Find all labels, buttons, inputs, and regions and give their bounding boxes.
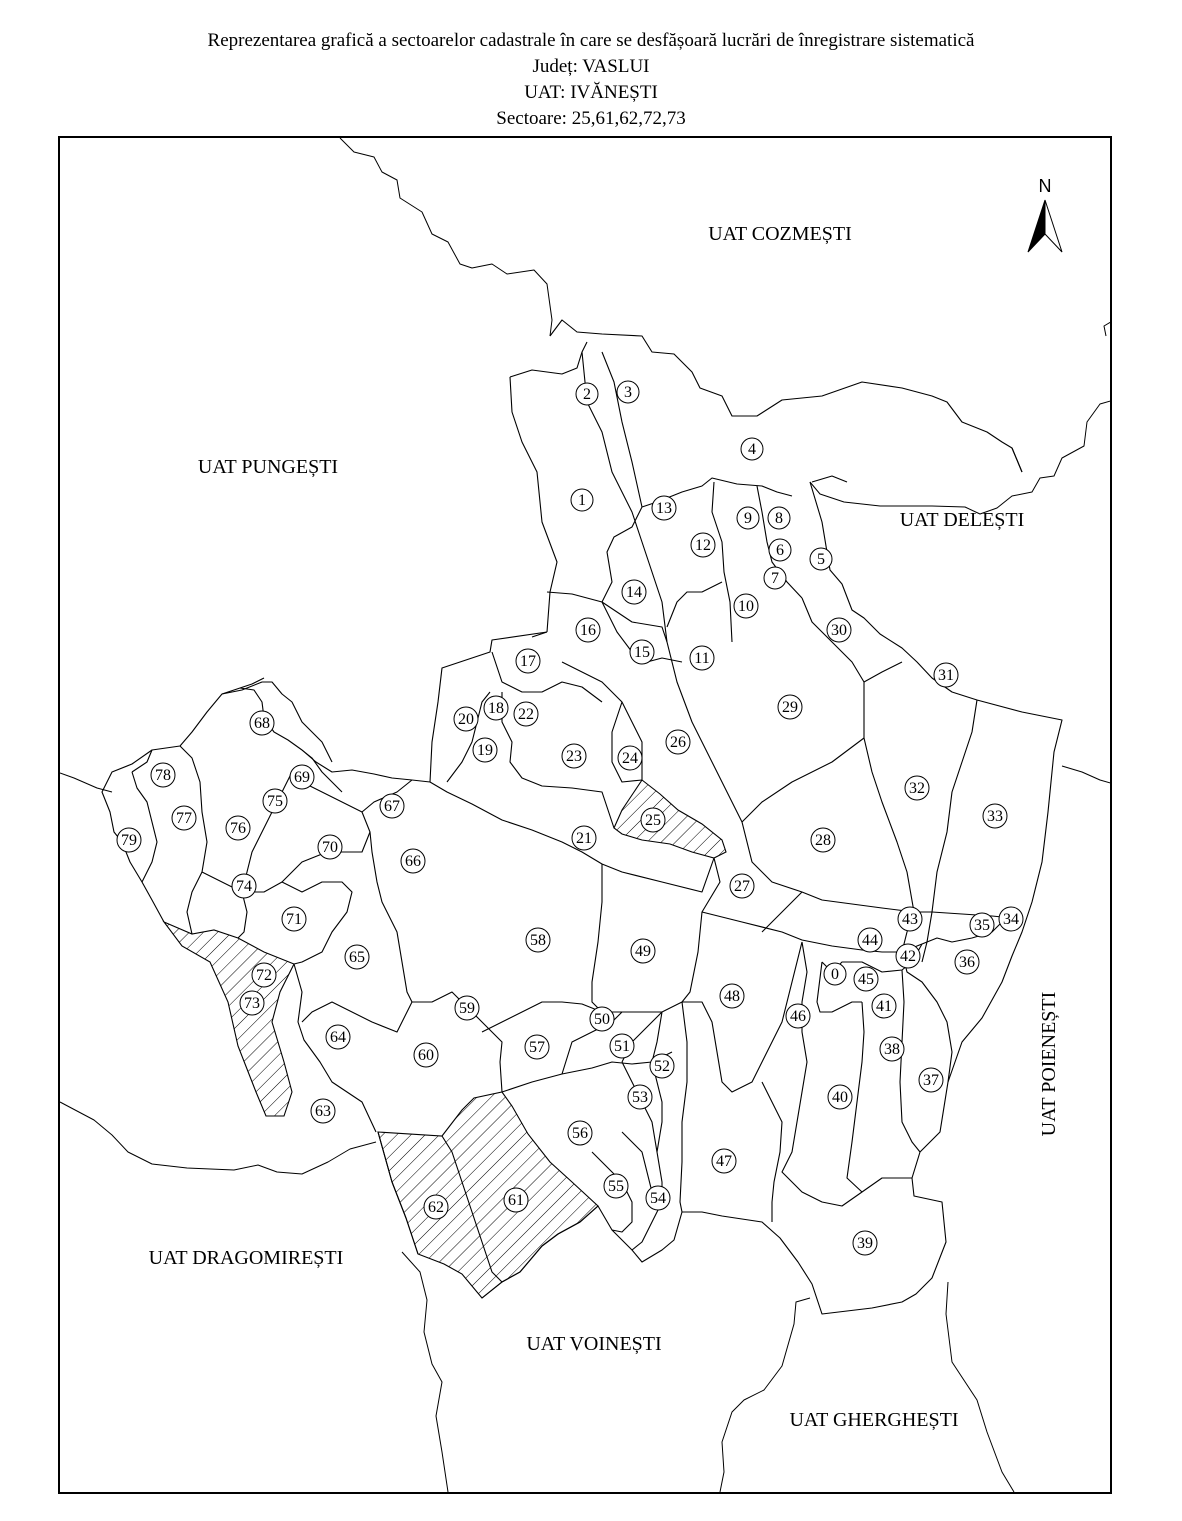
sector-number: 78	[155, 767, 171, 784]
sector-number: 36	[959, 954, 975, 971]
sector-number: 50	[594, 1011, 610, 1028]
sector-label	[618, 746, 642, 770]
sector-label	[628, 1085, 652, 1109]
sector-label	[737, 507, 759, 529]
neighbor-labels	[149, 223, 1060, 1431]
north-arrow	[1028, 176, 1062, 252]
sector-label	[652, 496, 676, 520]
sector-label	[345, 945, 369, 969]
sector-label	[983, 804, 1007, 828]
sector-number: 14	[626, 584, 642, 601]
neighbor-boundaries	[60, 138, 1110, 1492]
sector-label	[414, 1043, 438, 1067]
sector-label	[562, 744, 586, 768]
sector-label	[326, 1025, 350, 1049]
sector-label	[650, 1054, 674, 1078]
sector-label	[934, 663, 958, 687]
sector-number: 38	[884, 1041, 900, 1058]
sector-label	[919, 1068, 943, 1092]
sector-number: 58	[530, 932, 546, 949]
sector-number: 23	[566, 748, 582, 765]
sector-number: 52	[654, 1058, 670, 1075]
sector-number: 0	[831, 966, 839, 983]
sector-number: 71	[286, 911, 302, 928]
sector-label	[454, 707, 478, 731]
sector-number: 16	[580, 622, 596, 639]
sector-label	[576, 618, 600, 642]
cadastral-map	[60, 138, 1110, 1492]
sector-number: 47	[716, 1153, 732, 1170]
sector-number: 20	[458, 711, 474, 728]
sector-number: 12	[695, 537, 711, 554]
sector-number: 76	[230, 820, 246, 837]
sector-label	[999, 907, 1023, 931]
sector-label	[311, 1099, 335, 1123]
neighbor-label-south: UAT VOINEȘTI	[526, 1333, 662, 1355]
sector-number: 32	[909, 780, 925, 797]
sector-label	[401, 849, 425, 873]
sector-number: 8	[775, 510, 783, 527]
sector-number: 26	[670, 734, 686, 751]
sector-number: 73	[244, 995, 260, 1012]
sector-label	[858, 928, 882, 952]
sector-label	[526, 928, 550, 952]
sector-number: 29	[782, 699, 798, 716]
sector-number: 66	[405, 853, 421, 870]
sector-number: 6	[776, 542, 784, 559]
sector-number: 72	[256, 967, 272, 984]
sector-number: 4	[748, 441, 756, 458]
sector-number: 35	[974, 917, 990, 934]
sector-labels	[117, 381, 1023, 1255]
sector-label	[263, 789, 287, 813]
sector-label	[810, 548, 832, 570]
sector-number: 17	[520, 653, 536, 670]
sector-number: 3	[624, 384, 632, 401]
sector-label	[734, 594, 758, 618]
sector-label	[631, 939, 655, 963]
sector-label	[827, 618, 851, 642]
sector-number: 64	[330, 1029, 346, 1046]
sector-number: 49	[635, 943, 651, 960]
sector-number: 13	[656, 500, 672, 517]
neighbor-label-southwest: UAT DRAGOMIREȘTI	[148, 1247, 344, 1269]
sector-number: 62	[428, 1199, 444, 1216]
sector-number: 19	[477, 742, 493, 759]
sector-label	[172, 806, 196, 830]
sector-label	[484, 696, 508, 720]
sector-number: 37	[923, 1072, 939, 1089]
sector-label	[880, 1037, 904, 1061]
map-title-block	[0, 28, 1182, 132]
sector-label	[525, 1035, 549, 1059]
sector-label	[455, 996, 479, 1020]
sector-number: 24	[622, 750, 638, 767]
sector-label	[576, 383, 598, 405]
sector-number: 59	[459, 1000, 475, 1017]
sector-label	[730, 874, 754, 898]
sector-label	[641, 808, 665, 832]
sector-number: 74	[236, 878, 252, 895]
sector-number: 44	[862, 932, 878, 949]
sector-number: 25	[645, 812, 661, 829]
sector-label	[514, 702, 538, 726]
sector-number: 69	[294, 769, 310, 786]
sector-number: 51	[614, 1038, 630, 1055]
sector-label	[691, 533, 715, 557]
sector-label	[630, 640, 654, 664]
sector-number: 45	[858, 971, 874, 988]
sector-number: 63	[315, 1103, 331, 1120]
sector-72-73-area	[164, 922, 294, 1116]
sector-number: 30	[831, 622, 847, 639]
sector-label	[824, 963, 846, 985]
highlighted-sectors	[164, 780, 726, 1298]
sector-label	[504, 1188, 528, 1212]
sector-25-area	[614, 780, 726, 858]
sector-label	[828, 1085, 852, 1109]
sector-number: 70	[322, 839, 338, 856]
sector-number: 22	[518, 706, 534, 723]
sector-number: 41	[876, 998, 892, 1015]
sector-number: 46	[790, 1008, 806, 1025]
sector-number: 55	[608, 1178, 624, 1195]
sector-label	[226, 816, 250, 840]
sector-label	[151, 763, 175, 787]
neighbor-label-east: UAT POIENEȘTI	[1038, 991, 1060, 1137]
sector-number: 48	[724, 988, 740, 1005]
sector-label	[232, 874, 256, 898]
sector-number: 10	[738, 598, 754, 615]
sector-number: 21	[576, 830, 592, 847]
sector-number: 67	[384, 798, 400, 815]
sector-label	[720, 984, 744, 1008]
sector-number: 61	[508, 1192, 524, 1209]
sector-number: 9	[744, 510, 752, 527]
sector-label	[290, 765, 314, 789]
sector-label	[666, 730, 690, 754]
sector-number: 1	[578, 492, 586, 509]
sector-number: 18	[488, 700, 504, 717]
sector-61-62-area	[378, 1092, 598, 1298]
sector-label	[568, 1121, 592, 1145]
neighbor-label-southeast: UAT GHERGHEȘTI	[789, 1409, 959, 1431]
sector-label	[117, 828, 141, 852]
sector-label	[622, 580, 646, 604]
sector-label	[604, 1174, 628, 1198]
county-label: Județ: VASLUI	[532, 56, 650, 77]
sector-number: 43	[902, 911, 918, 928]
north-arrow-label: N	[1038, 176, 1052, 196]
sector-number: 2	[583, 386, 591, 403]
map-title: Reprezentarea grafică a sectoarelor cadastrale în care se desfășoară lucrări de înregistrare sistematică	[207, 30, 975, 51]
sector-label	[786, 1004, 810, 1028]
sector-number: 34	[1003, 911, 1019, 928]
sector-number: 57	[529, 1039, 545, 1056]
sector-label	[252, 963, 276, 987]
sector-label	[741, 438, 763, 460]
sector-label	[617, 381, 639, 403]
sector-number: 27	[734, 878, 750, 895]
sector-number: 11	[694, 650, 710, 667]
sector-number: 68	[254, 715, 270, 732]
sector-label	[590, 1007, 614, 1031]
sector-label	[250, 711, 274, 735]
sector-number: 42	[900, 948, 916, 965]
sector-label	[571, 489, 593, 511]
north-arrow-icon	[1028, 200, 1045, 252]
sector-number: 54	[650, 1190, 666, 1207]
sector-number: 40	[832, 1089, 848, 1106]
sector-label	[778, 695, 802, 719]
sector-number: 60	[418, 1047, 434, 1064]
sector-label	[905, 776, 929, 800]
sector-number: 56	[572, 1125, 588, 1142]
sector-label	[955, 950, 979, 974]
sector-label	[572, 826, 596, 850]
sector-label	[516, 649, 540, 673]
neighbor-label-northwest: UAT PUNGEȘTI	[197, 456, 339, 478]
sector-label	[712, 1149, 736, 1173]
sector-label	[769, 539, 791, 561]
sector-label	[610, 1034, 634, 1058]
sector-number: 39	[857, 1235, 873, 1252]
sector-label	[318, 835, 342, 859]
map-frame	[58, 136, 1112, 1494]
sector-label	[473, 738, 497, 762]
sector-label	[811, 828, 835, 852]
sector-label	[970, 913, 994, 937]
sector-number: 79	[121, 832, 137, 849]
uat-label: UAT: IVĂNEȘTI	[524, 82, 658, 103]
sector-number: 28	[815, 832, 831, 849]
sector-number: 75	[267, 793, 283, 810]
sector-label	[424, 1195, 448, 1219]
sector-number: 77	[176, 810, 192, 827]
sector-label	[690, 646, 714, 670]
sectors-label: Sectoare: 25,61,62,72,73	[496, 108, 686, 129]
sector-label	[898, 907, 922, 931]
neighbor-label-northeast: UAT DELEȘTI	[899, 509, 1025, 531]
sector-number: 65	[349, 949, 365, 966]
sector-number: 31	[938, 667, 954, 684]
sector-number: 33	[987, 808, 1003, 825]
sector-label	[380, 794, 404, 818]
sector-number: 15	[634, 644, 650, 661]
sector-label	[872, 994, 896, 1018]
sector-label	[853, 1231, 877, 1255]
neighbor-label-north: UAT COZMEȘTI	[708, 223, 852, 245]
sector-label	[764, 567, 786, 589]
sector-number: 53	[632, 1089, 648, 1106]
sector-label	[768, 507, 790, 529]
sector-label	[854, 967, 878, 991]
sector-number: 5	[817, 551, 825, 568]
sector-label	[896, 944, 920, 968]
sector-number: 7	[771, 570, 779, 587]
sector-label	[646, 1186, 670, 1210]
sector-label	[282, 907, 306, 931]
sector-label	[240, 991, 264, 1015]
